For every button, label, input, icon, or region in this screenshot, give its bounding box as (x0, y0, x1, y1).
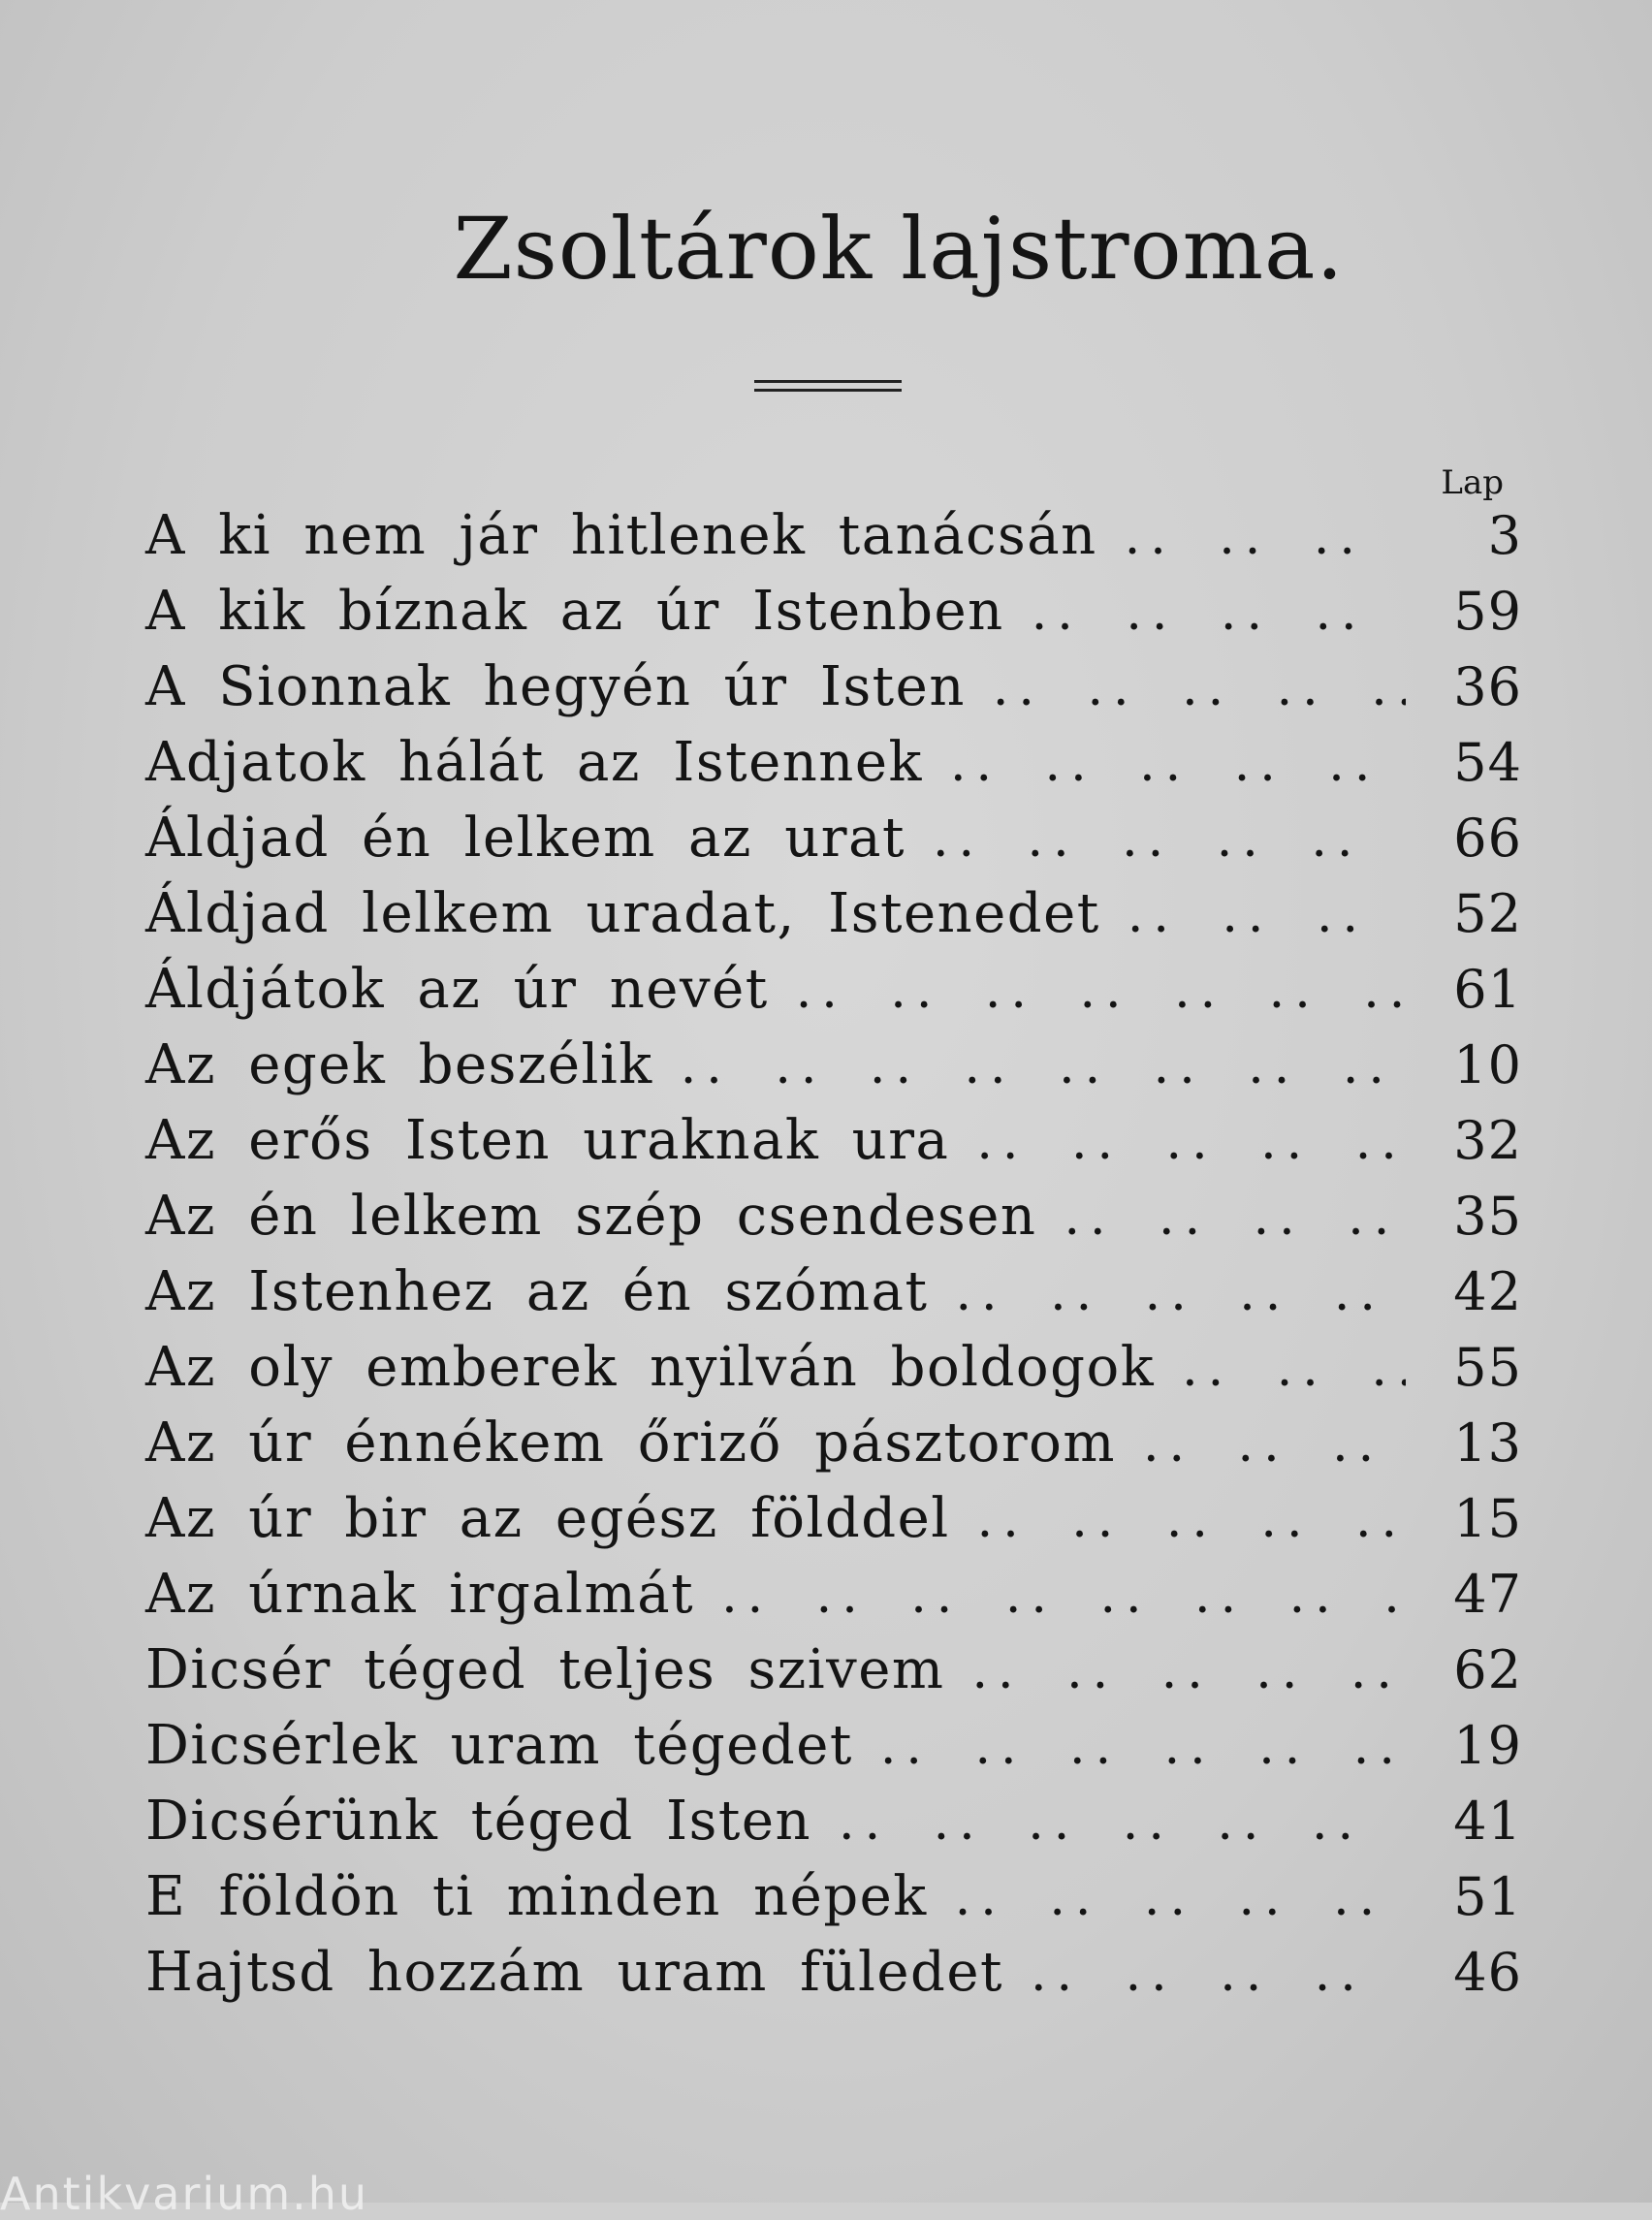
entry-page-number: 35 (1453, 1186, 1522, 1247)
entry-page-number: 47 (1453, 1564, 1522, 1625)
entry-title: Az erős Isten uraknak ura (145, 1109, 950, 1172)
entry-page-number: 19 (1453, 1715, 1522, 1776)
index-entry (145, 1790, 1522, 1865)
entry-title: Áldjátok az úr nevét (145, 958, 769, 1021)
entry-title: Az úr bir az egész földdel (145, 1487, 950, 1550)
index-entry (145, 1563, 1522, 1638)
entry-page-number: 55 (1453, 1337, 1522, 1398)
title-double-rule (754, 380, 902, 392)
entry-page-number: 36 (1453, 656, 1522, 717)
entry-page-number: 54 (1453, 732, 1522, 793)
index-entry (145, 1109, 1522, 1185)
index-entry (145, 1185, 1522, 1260)
entry-title: Az oly emberek nyilván boldogok (145, 1336, 1156, 1399)
entry-title: Dicsérünk téged Isten (145, 1790, 812, 1853)
dot-leader (1125, 508, 1406, 566)
entry-page-number: 42 (1453, 1261, 1522, 1322)
entry-page-number: 15 (1453, 1488, 1522, 1549)
index-entry (145, 882, 1522, 958)
entry-title: Áldjad lelkem uradat, Istenedet (145, 882, 1100, 945)
dot-leader (955, 1869, 1406, 1927)
dot-leader (880, 1718, 1406, 1776)
index-entry (145, 1865, 1522, 1941)
index-entry (145, 1033, 1522, 1109)
entry-title: Az egek beszélik (145, 1033, 653, 1096)
index-entry (145, 580, 1522, 655)
page-title: Zsoltárok lajstroma. (453, 199, 1345, 299)
entry-title: A kik bíznak az úr Istenben (145, 580, 1004, 643)
dot-leader (976, 1113, 1406, 1171)
entry-page-number: 66 (1453, 808, 1522, 869)
index-entry (145, 655, 1522, 731)
entry-title: Dicsérlek uram tégedet (145, 1714, 853, 1777)
entry-title: Hajtsd hozzám uram füledet (145, 1941, 1004, 2004)
index-entry (145, 958, 1522, 1033)
dot-leader (721, 1567, 1406, 1625)
index-entry (145, 1260, 1522, 1336)
dot-leader (955, 1264, 1406, 1322)
dot-leader (1182, 1340, 1406, 1398)
index-entry (145, 1411, 1522, 1487)
index-entry (145, 1336, 1522, 1411)
psalm-index-list (145, 504, 1522, 2016)
index-entry (145, 1714, 1522, 1790)
entry-title: A ki nem jár hitlenek tanácsán (145, 504, 1097, 567)
dot-leader (933, 810, 1406, 869)
dot-leader (796, 962, 1406, 1020)
dot-leader (1031, 1945, 1406, 2003)
dot-leader (839, 1793, 1406, 1852)
dot-leader (993, 659, 1406, 717)
entry-page-number: 3 (1487, 505, 1522, 566)
entry-title: Áldjad én lelkem az urat (145, 807, 905, 870)
watermark-logo: Antikvarium.hu (0, 2168, 369, 2220)
dot-leader (1128, 886, 1406, 944)
dot-leader (1143, 1415, 1406, 1474)
entry-title: Adjatok hálát az Istennek (145, 731, 923, 794)
entry-title: Az Istenhez az én szómat (145, 1260, 929, 1323)
index-entry (145, 1487, 1522, 1563)
entry-title: Az úrnak irgalmát (145, 1563, 695, 1626)
entry-title: Dicsér téged teljes szivem (145, 1638, 945, 1701)
index-entry (145, 504, 1522, 580)
entry-title: Az úr énnékem őriző pásztorom (145, 1411, 1116, 1475)
index-entry (145, 807, 1522, 882)
entry-page-number: 10 (1453, 1034, 1522, 1095)
index-entry (145, 1638, 1522, 1714)
entry-title: E földön ti minden népek (145, 1865, 928, 1928)
dot-leader (681, 1037, 1406, 1095)
dot-leader (950, 735, 1406, 793)
entry-page-number: 62 (1453, 1639, 1522, 1700)
index-entry (145, 1941, 1522, 2016)
entry-page-number: 13 (1453, 1412, 1522, 1474)
entry-title: A Sionnak hegyén úr Isten (145, 655, 966, 718)
index-entry (145, 731, 1522, 807)
entry-title: Az én lelkem szép csendesen (145, 1185, 1037, 1248)
dot-leader (1032, 584, 1406, 642)
entry-page-number: 41 (1453, 1791, 1522, 1852)
entry-page-number: 52 (1453, 883, 1522, 944)
entry-page-number: 51 (1453, 1866, 1522, 1927)
dot-leader (1064, 1189, 1406, 1247)
page-column-header: Lap (1441, 463, 1504, 502)
entry-page-number: 32 (1453, 1110, 1522, 1171)
entry-page-number: 46 (1453, 1942, 1522, 2003)
entry-page-number: 59 (1453, 581, 1522, 642)
dot-leader (972, 1642, 1406, 1700)
dot-leader (977, 1491, 1406, 1549)
entry-page-number: 61 (1453, 959, 1522, 1020)
